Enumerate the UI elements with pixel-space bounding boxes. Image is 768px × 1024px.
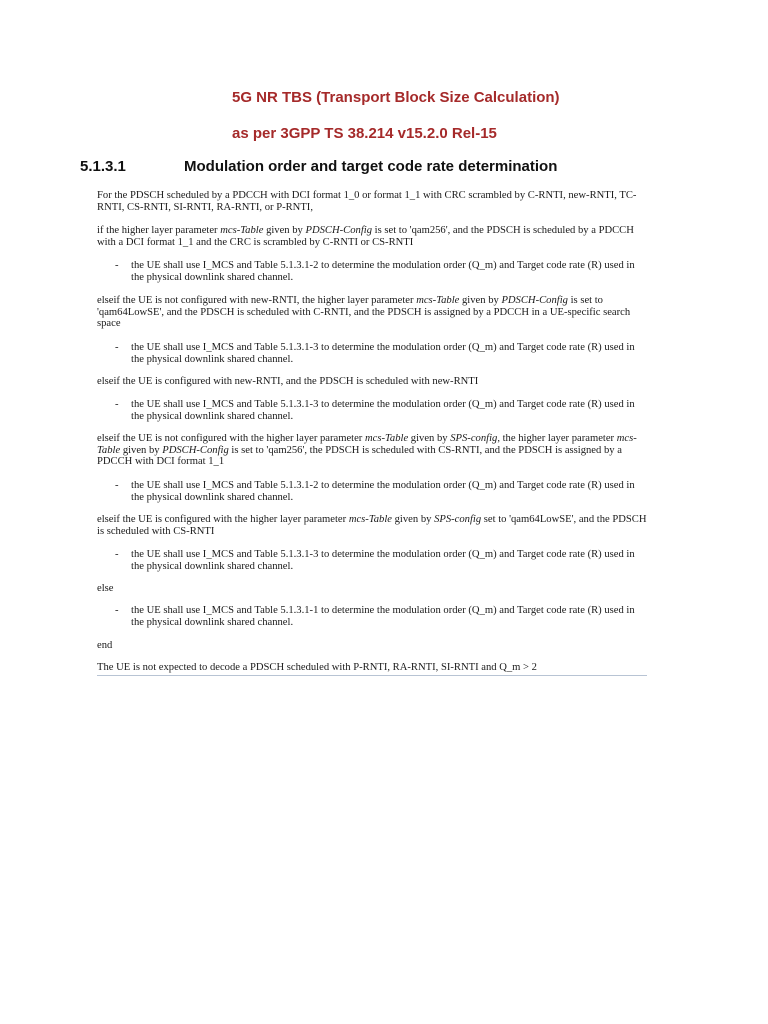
paragraph-end: end (97, 640, 113, 651)
paragraph-elseif-4: elseif the UE is configured with the higher layer parameter mcs-Table given by SPS-config set to 'qam64LowSE', and the PDSCH is scheduled with CS-RNTI (97, 514, 647, 537)
paragraph-elseif-2: elseif the UE is configured with new-RNTI, and the PDSCH is scheduled with new-RNTI (97, 376, 479, 387)
section-heading (80, 158, 557, 175)
paragraph-elseif-3: elseif the UE is not configured with the higher layer parameter mcs-Table given by SPS-config, the higher layer parameter mcs-Table given by PDSCH-Config is set to 'qam256', the PDSCH is scheduled with CS-RNTI, and the PDSCH is assigned by a PDCCH with DCI format 1_1 (97, 433, 637, 467)
section-number: 5.1.3.1 (80, 158, 126, 175)
section-title: Modulation order and target code rate determination (184, 158, 558, 175)
document-title: 5G NR TBS (Transport Block Size Calculation) (232, 89, 560, 106)
paragraph-if: if the higher layer parameter mcs-Table given by PDSCH-Config is set to 'qam256', and the PDSCH is scheduled by a PDCCH with a DCI format 1_1 and the CRC is scrambled by C-RNTI or CS-RNTI (97, 225, 634, 248)
paragraph-note: The UE is not expected to decode a PDSCH scheduled with P-RNTI, RA-RNTI, SI-RNTI and Q_m > 2 (97, 662, 537, 673)
paragraph-elseif-1: elseif the UE is not configured with new-RNTI, the higher layer parameter mcs-Table given by PDSCH-Config is set to 'qam64LowSE', and the PDSCH is scheduled with C-RNTI, and the PDSCH is assigned by a PDCCH in a UE-specific search space (97, 295, 631, 329)
paragraph-intro: For the PDSCH scheduled by a PDCCH with DCI format 1_0 or format 1_1 with CRC scrambled by C-RNTI, new-RNTI, TC-RNTI, CS-RNTI, SI-RNTI, RA-RNTI, or P-RNTI, (97, 190, 637, 213)
paragraph-else: else (97, 583, 114, 594)
document-subtitle: as per 3GPP TS 38.214 v15.2.0 Rel-15 (232, 125, 497, 142)
divider (97, 675, 647, 676)
